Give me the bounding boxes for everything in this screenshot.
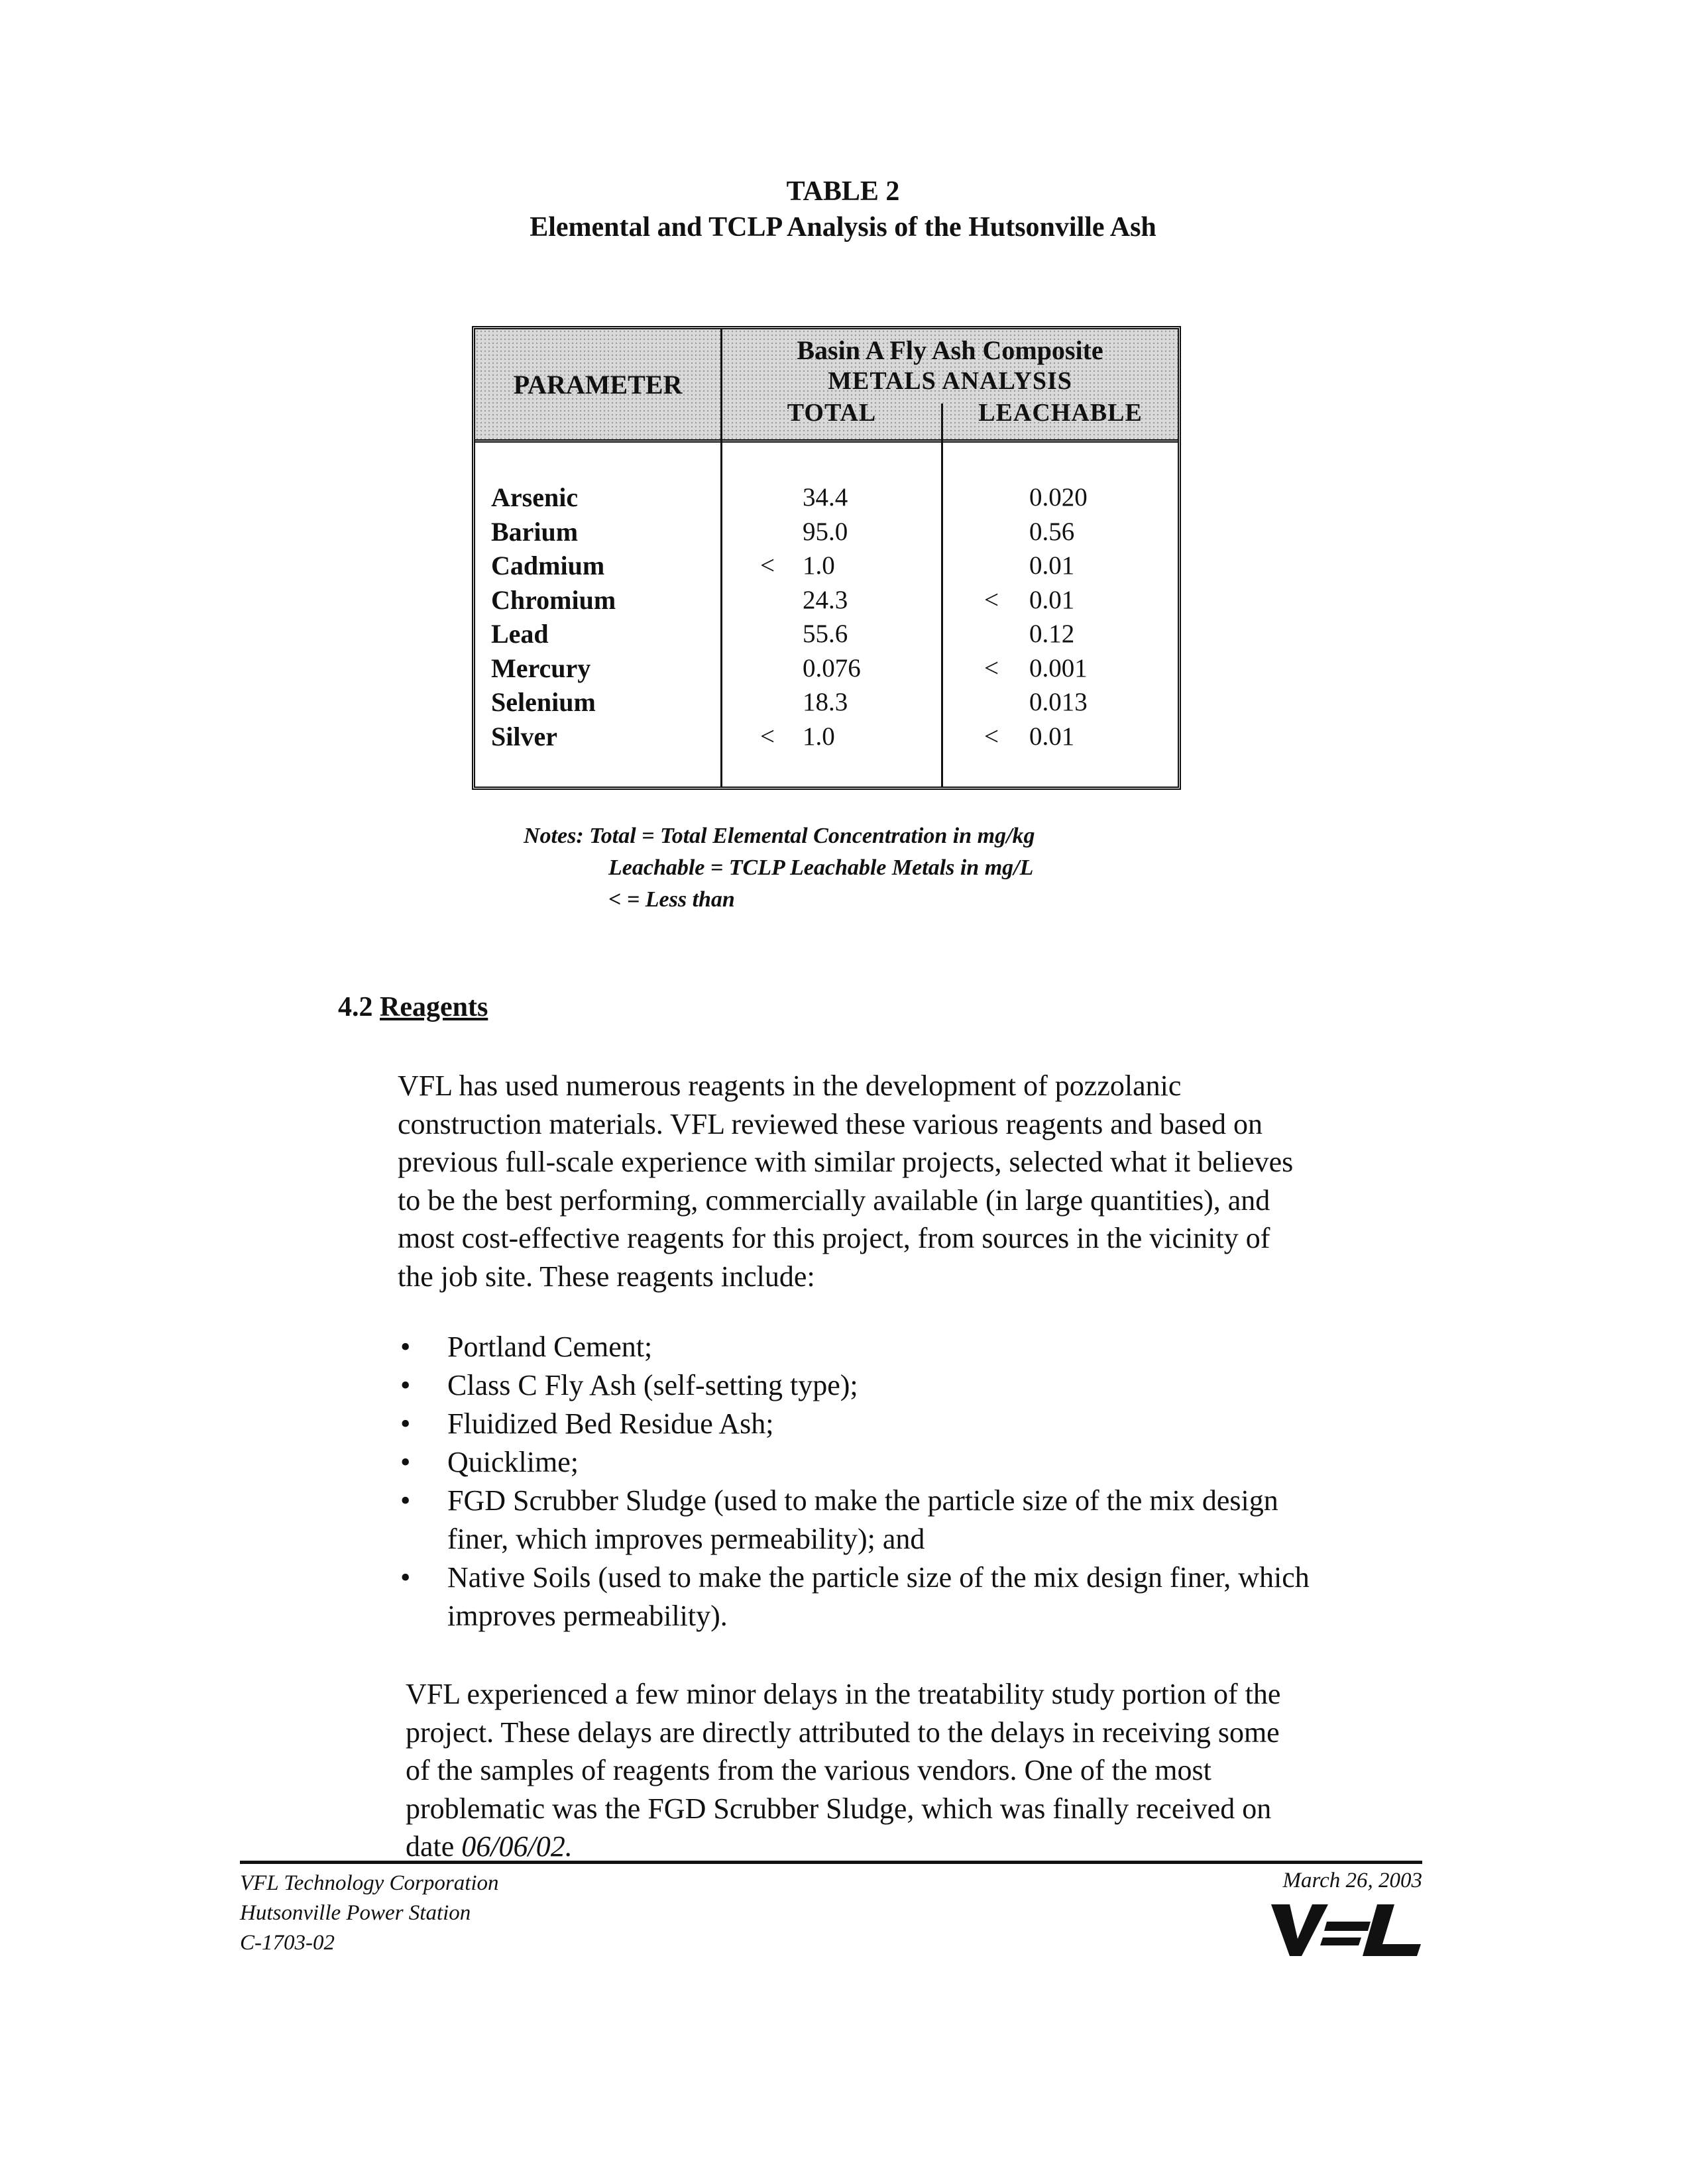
- leachable-value: 0.01: [1029, 722, 1075, 751]
- paragraph-line: VFL experienced a few minor delays in the treatability study portion of the: [406, 1678, 1281, 1710]
- paragraph-line: construction materials. VFL reviewed these various reagents and based on: [398, 1107, 1263, 1140]
- list-item: [398, 1328, 1458, 1366]
- list-item: [398, 1482, 1458, 1558]
- vfl-logo-icon: [1271, 1902, 1424, 1957]
- paragraph-line: previous full-scale experience with similar projects, selected what it believes: [398, 1146, 1294, 1178]
- paragraph-line: [406, 1828, 1426, 1866]
- list-item-text: Portland Cement;: [447, 1331, 653, 1363]
- leachable-value: 0.020: [1029, 483, 1088, 512]
- leachable-value: 0.56: [1029, 517, 1075, 546]
- section-heading: [338, 991, 488, 1023]
- bullet-icon: •: [400, 1331, 411, 1363]
- column-divider: [941, 404, 943, 787]
- total-value: 24.3: [803, 585, 848, 614]
- footer-divider: [240, 1861, 1422, 1864]
- paragraph-line: VFL has used numerous reagents in the development of pozzolanic: [398, 1069, 1182, 1102]
- total-column: [760, 480, 932, 753]
- footer-doc-number: C-1703-02: [240, 1931, 335, 1955]
- table-row-name: Selenium: [491, 687, 596, 717]
- leachable-value: 0.12: [1029, 620, 1075, 648]
- list-item-text: improves permeability).: [447, 1600, 728, 1632]
- list-item: [398, 1443, 1458, 1482]
- reagent-list: [398, 1328, 1458, 1635]
- total-value: 95.0: [803, 517, 848, 546]
- table-number: TABLE 2: [786, 176, 900, 207]
- list-item: [398, 1366, 1458, 1405]
- table-row-name: Cadmium: [491, 551, 605, 580]
- table-caption: Elemental and TCLP Analysis of the Hutsonville Ash: [530, 212, 1156, 243]
- date-prefix: date: [406, 1830, 462, 1863]
- footer-company: VFL Technology Corporation: [240, 1871, 499, 1895]
- note-line: Notes: Total = Total Elemental Concentration in mg/kg: [524, 824, 1035, 848]
- less-than-sign: <: [760, 551, 775, 580]
- paragraph-line: to be the best performing, commercially available (in large quantities), and: [398, 1183, 1270, 1217]
- footer-site: Hutsonville Power Station: [240, 1901, 471, 1925]
- less-than-sign: <: [984, 585, 999, 614]
- parameter-column: [491, 480, 616, 753]
- total-value: 34.4: [803, 483, 848, 512]
- list-item-text: Fluidized Bed Residue Ash;: [447, 1407, 774, 1440]
- leachable-header: LEACHABLE: [978, 399, 1143, 427]
- parameter-header: PARAMETER: [513, 370, 683, 400]
- total-header: TOTAL: [787, 399, 877, 427]
- paragraph-reagents-intro: [398, 1067, 1418, 1295]
- note-line: Leachable = TCLP Leachable Metals in mg/L: [608, 855, 1034, 880]
- bullet-icon: •: [400, 1484, 411, 1517]
- less-than-sign: <: [760, 722, 775, 751]
- received-date: 06/06/02.: [461, 1830, 573, 1863]
- bullet-icon: •: [400, 1561, 411, 1594]
- leachable-value: 0.01: [1029, 585, 1075, 614]
- footer-info: [240, 1869, 499, 1958]
- leachable-value: 0.01: [1029, 551, 1075, 580]
- list-item-text: Native Soils (used to make the particle size of the mix design finer, which: [447, 1561, 1310, 1594]
- paragraph-delays: [406, 1675, 1426, 1866]
- group-header: Basin A Fly Ash Composite: [797, 335, 1103, 365]
- less-than-sign: <: [984, 722, 999, 751]
- table-row-name: Silver: [491, 721, 557, 751]
- table-row-name: Lead: [491, 619, 549, 649]
- table-row-name: Chromium: [491, 584, 616, 615]
- section-number: 4.2: [338, 992, 380, 1022]
- table-title-block: [0, 174, 1686, 245]
- list-item: [398, 1405, 1458, 1443]
- list-item-text: FGD Scrubber Sludge (used to make the particle size of the mix design: [447, 1484, 1278, 1517]
- bullet-icon: •: [400, 1446, 411, 1478]
- leachable-value: 0.001: [1029, 653, 1088, 682]
- paragraph-line: most cost-effective reagents for this project, from sources in the vicinity of: [398, 1222, 1270, 1254]
- list-item-text: Quicklime;: [447, 1446, 579, 1478]
- total-value: 1.0: [803, 722, 835, 751]
- less-than-sign: <: [984, 653, 999, 682]
- footer-date: March 26, 2003: [1282, 1869, 1422, 1892]
- column-divider: [720, 329, 722, 787]
- table-row-name: Barium: [491, 516, 579, 547]
- metals-analysis-header: METALS ANALYSIS: [828, 367, 1072, 395]
- list-item: [398, 1558, 1458, 1635]
- leachable-value: 0.013: [1029, 688, 1088, 716]
- list-item-text: Class C Fly Ash (self-setting type);: [447, 1369, 858, 1401]
- paragraph-line: the job site. These reagents include:: [398, 1260, 815, 1293]
- bullet-icon: •: [400, 1407, 411, 1440]
- leachable-column: [984, 480, 1170, 753]
- paragraph-line: project. These delays are directly attributed to the delays in receiving some: [406, 1716, 1280, 1749]
- paragraph-line: of the samples of reagents from the various vendors. One of the most: [406, 1754, 1211, 1786]
- table-row-name: Mercury: [491, 653, 591, 683]
- note-line: < = Less than: [608, 887, 735, 912]
- table-notes: [524, 820, 1035, 916]
- vfl-logo: [1271, 1902, 1424, 1961]
- section-title: Reagents: [380, 992, 488, 1022]
- total-value: 18.3: [803, 688, 848, 716]
- list-item-text: finer, which improves permeability); and: [447, 1523, 925, 1555]
- total-value: 1.0: [803, 551, 835, 580]
- bullet-icon: •: [400, 1369, 411, 1401]
- header-divider: [475, 439, 1178, 443]
- total-value: 55.6: [803, 620, 848, 648]
- analysis-table: [472, 326, 1181, 790]
- paragraph-line: problematic was the FGD Scrubber Sludge, which was finally received on: [406, 1792, 1272, 1825]
- total-value: 0.076: [803, 653, 861, 682]
- table-row-name: Arsenic: [491, 482, 579, 512]
